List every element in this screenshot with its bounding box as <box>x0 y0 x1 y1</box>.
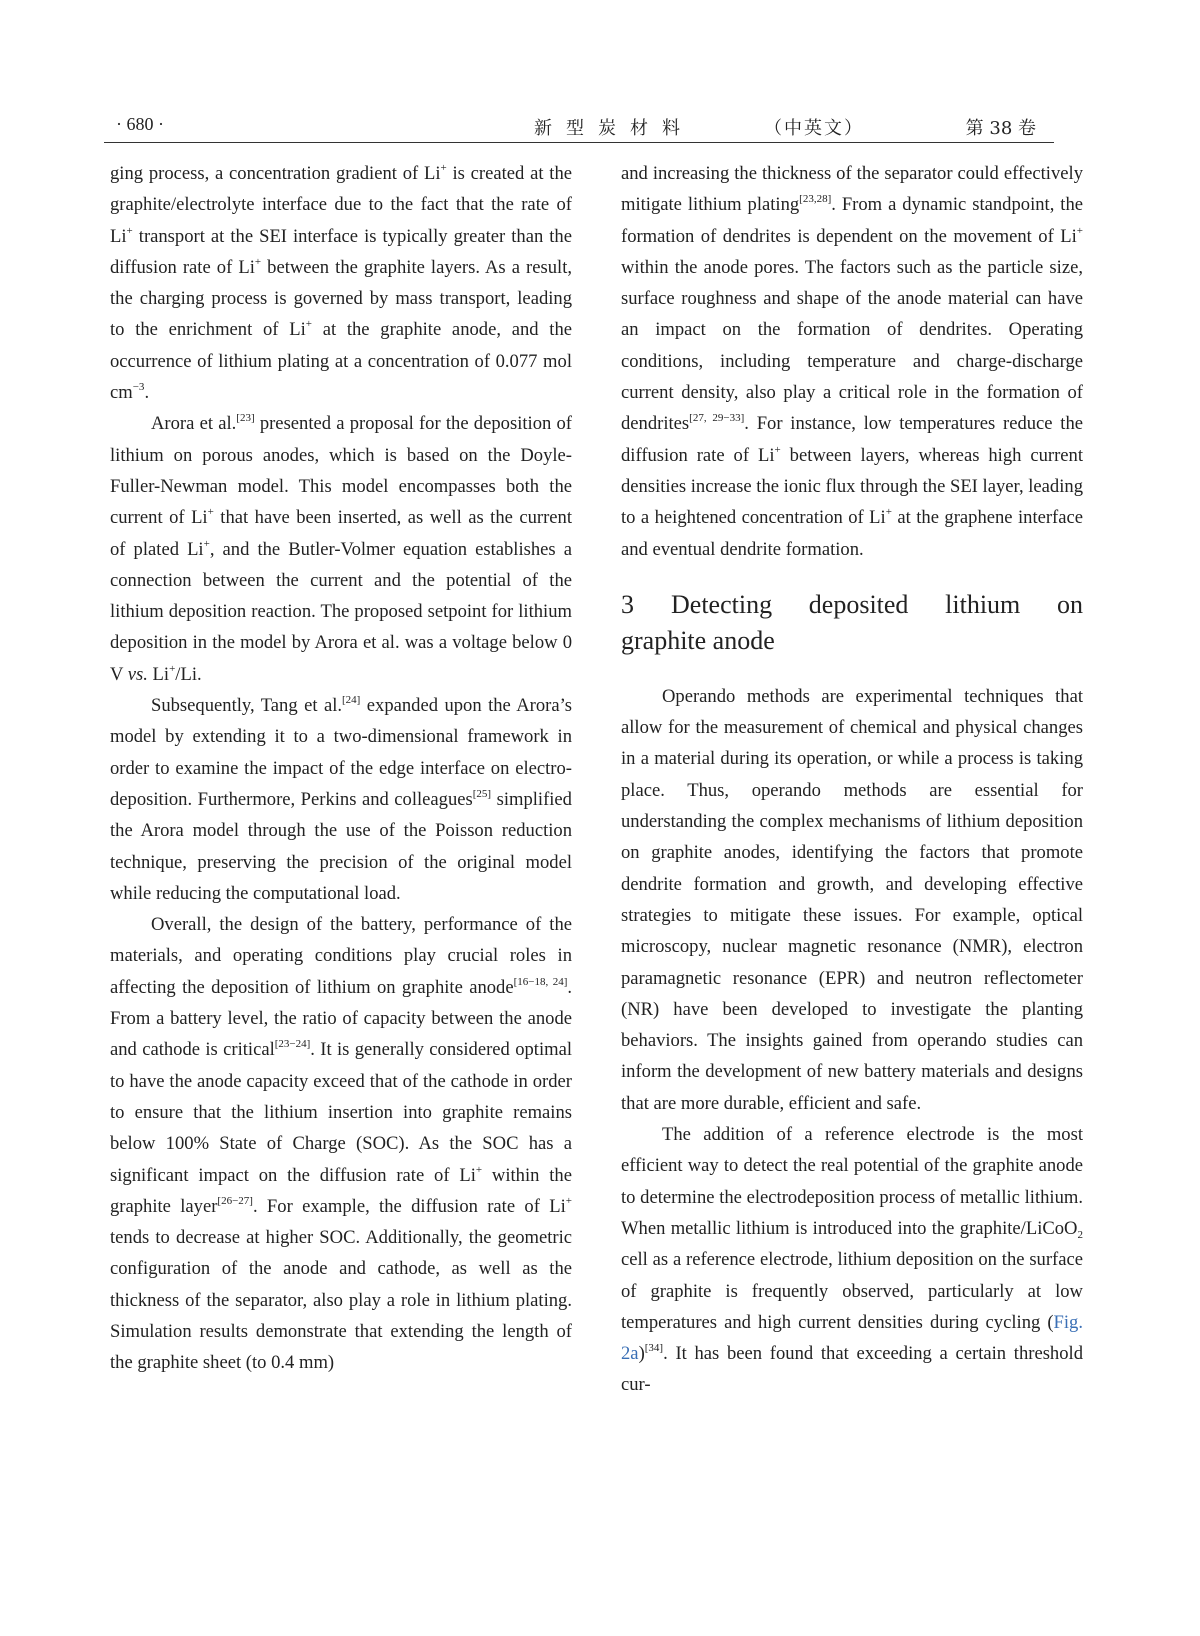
paragraph: Operando methods are experimental techniques that allow for the measurement of chemical and physical changes in a material during its operation, or while a process is taking place. Thus, operando methods are essential for understanding the complex mechanisms of lithium deposition on graphite anodes, identifying the factors that promote dendrite formation and growth, and developing effective strategies to mitigate these issues. For example, optical microscopy, nuclear magnetic resonance (NMR), electron paramagnetic resonance (EPR) and neutron reflectometer (NR) have been developed to investigate the planting behaviors. The insights gained from operando studies can inform the development of new battery materials and designs that are more durable, efficient and safe. <box>621 685 1083 1114</box>
paragraph: and increasing the thickness of the separator could effectively mitigate lithium plating[23,28]. From a dynamic standpoint, the formation of dendrites is dependent on the movement of Li+ within the anode pores. The factors such as the particle size, surface roughness and shape of the anode material can have an impact on the formation of dendrites. Operating conditions, including temperature and charge-discharge current density, also play a critical role in the formation of dendrites[27, 29−33]. For instance, low temperatures reduce the diffusion rate of Li+ between layers, whereas high current densities increase the ionic flux through the SEI layer, leading to a heightened concentration of Li+ at the graphene interface and eventual dendrite formation. <box>621 163 1084 560</box>
header-page-number: · 680 · <box>116 114 164 134</box>
citation-link[interactable]: [25] <box>472 787 492 800</box>
section-title-line1: Detecting deposited lithium on <box>671 589 1083 619</box>
section-title-line2: graphite anode <box>621 625 775 655</box>
right-column <box>621 158 1083 1401</box>
paragraph: Overall, the design of the battery, performance of the materials, and operating conditions play crucial roles in affecting the deposition of lithium on graphite anode[16−18, 24]. From a battery level, the ratio of capacity between the anode and cathode is critical[23−24]. It is generally considered optimal to have the anode capacity exceed that of the cathode in order to ensure that the lithium insertion into graphite remains below 100% State of Charge (SOC). As the SOC has a significant impact on the diffusion rate of Li+ within the graphite layer[26−27]. For example, the diffusion rate of Li+ tends to decrease at higher SOC. Additionally, the geometric configuration of the anode and cathode, as well as the thickness of the separator, also play a role in lithium plating. Simulation results demonstrate that extending the length of the graphite sheet (to 0.4 mm) <box>110 914 573 1374</box>
citation-link[interactable]: [27, 29−33] <box>689 412 745 425</box>
header-journal-language: （中英文） <box>764 118 864 139</box>
paragraph: Subsequently, Tang et al.[24] expanded upon the Arora’s model by extending it to a two-dimensional framework in order to examine the impact of the edge interface on electro-deposition. Furthermore, Perkins and colleagues[25] simplified the Arora model through the use of the Poisson reduction technique, preserving the precision of the original model while reducing the computational load. <box>110 694 572 904</box>
citation-link[interactable]: [34] <box>644 1342 664 1355</box>
citation-link[interactable]: [23−24] <box>274 1038 311 1051</box>
section-heading <box>621 587 1083 659</box>
citation-link[interactable]: [23,28] <box>799 193 832 206</box>
citation-link[interactable]: [23] <box>236 412 255 425</box>
left-column <box>110 158 572 1379</box>
section-number: 3 <box>621 589 634 619</box>
paragraph: Arora et al.[23] presented a proposal for the deposition of lithium on porous anodes, which is based on the Doyle-Fuller-Newman model. This model encompasses both the current of Li+ that have been inserted, as well as the current of plated Li+, and the Butler-Volmer equation establishes a connection between the current and the potential of the lithium deposition reaction. The proposed setpoint for lithium deposition in the model by Arora et al. was a voltage below 0 V vs. Li+/Li. <box>110 412 572 685</box>
citation-link[interactable]: [16−18, 24] <box>513 975 568 988</box>
citation-link[interactable]: [26−27] <box>217 1194 253 1207</box>
page-header <box>104 112 1054 143</box>
citation-link[interactable]: [24] <box>342 694 361 707</box>
paragraph: ging process, a concentration gradient of Li+ is created at the graphite/electrolyte interface due to the fact that the rate of Li+ transport at the SEI interface is typically greater than the diffusion rate of Li+ between the graphite layers. As a result, the charging process is governed by mass transport, leading to the enrichment of Li+ at the graphite anode, and the occurrence of lithium plating at a concentration of 0.077 mol $cm^{-3}$. <box>110 162 573 404</box>
header-volume: 第 38 卷 <box>965 118 1036 139</box>
header-journal-title: 新型炭材料 <box>534 118 694 139</box>
paragraph: The addition of a reference electrode is the most efficient way to detect the real potential of the graphite anode to determine the electrodeposition process of metallic lithium. When metallic lithium is introduced into the graphite/LiCoO$_2$ cell as a reference electrode, lithium deposition on the surface of graphite is frequently observed, particularly at low temperatures and high current densities during cycling (Fig. 2a)[34]. It has been found that exceeding a certain threshold cur- <box>621 1124 1083 1396</box>
figure-link[interactable]: Fig. 2a <box>621 1311 1083 1365</box>
